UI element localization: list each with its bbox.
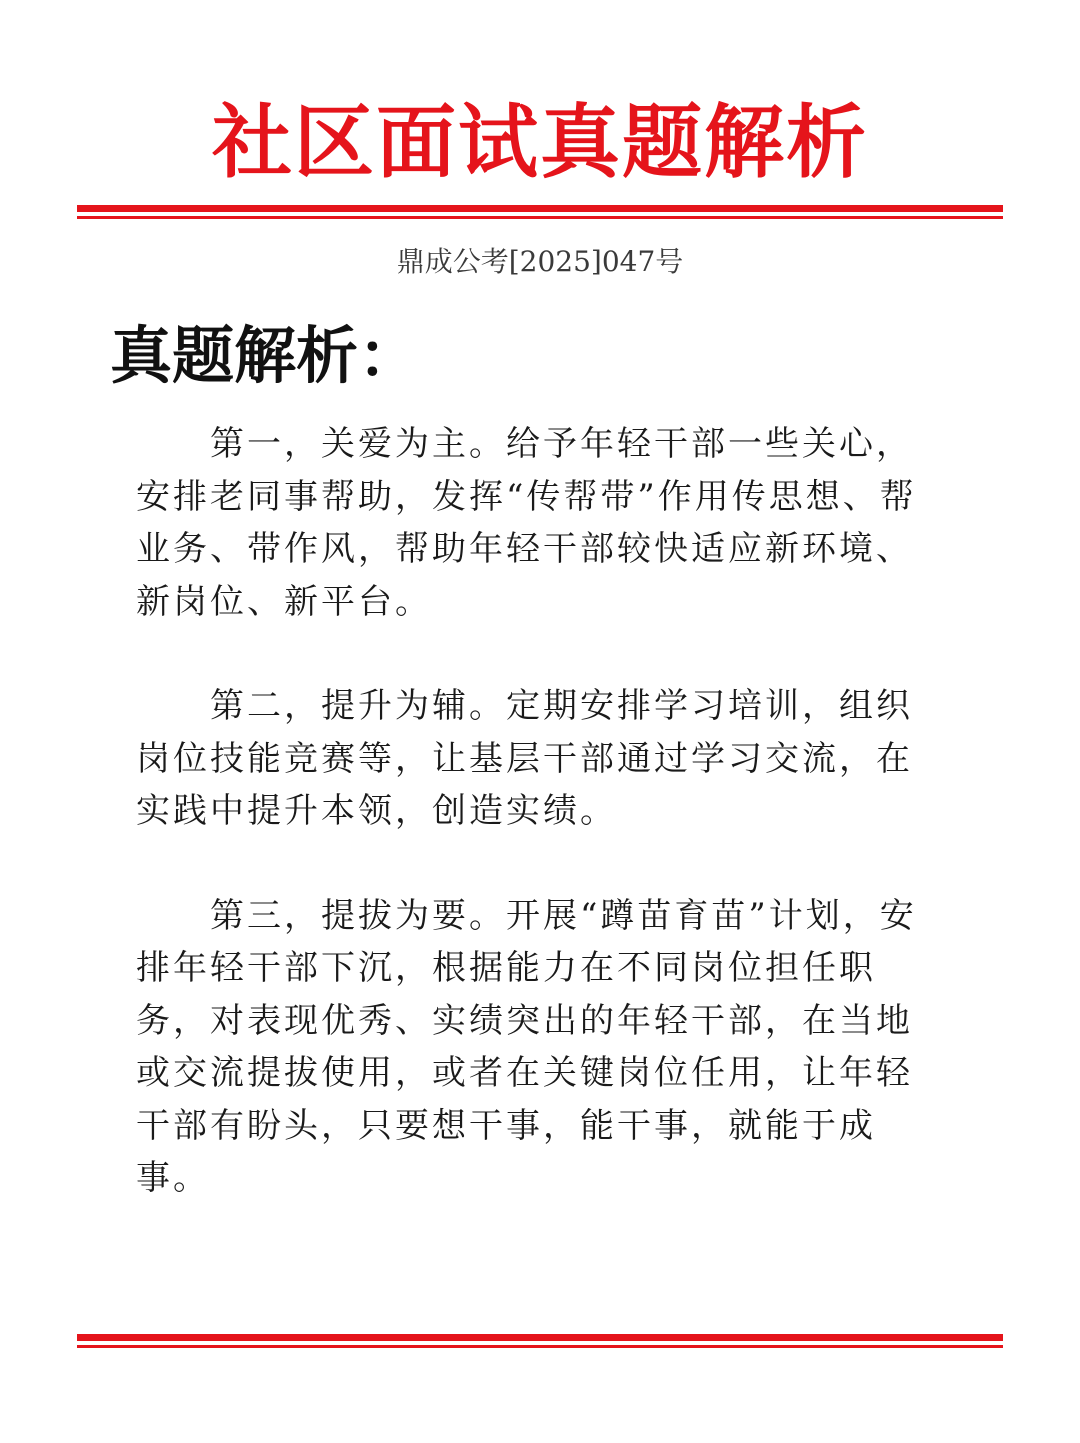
section-heading: 真题解析： [110, 319, 421, 392]
paragraph-1: 第一，关爱为主。给予年轻干部一些关心，安排老同事帮助，发挥“传帮带”作用传思想、帮业务、带作风，帮助年轻干部较快适应新环境、新岗位、新平台。 [136, 424, 917, 622]
paragraph-3: 第三，提拔为要。开展“蹲苗育苗”计划，安排年轻干部下沉，根据能力在不同岗位担任职务，对表现优秀、实绩突出的年轻干部，在当地或交流提拔使用，或者在关键岗位任用，让年轻干部有盼头，只要想干事，能干事，就能于成事。 [136, 895, 917, 1198]
paragraph-2: 第二，提升为辅。定期安排学习培训，组织岗位技能竞赛等，让基层干部通过学习交流，在实践中提升本领，创造实绩。 [136, 686, 913, 831]
header-divider [77, 205, 1003, 219]
document-body [136, 418, 936, 1257]
header-divider-thick-line [77, 205, 1003, 212]
footer-divider-thin-line [77, 1345, 1003, 1348]
document-number: 鼎成公考[2025]047号 [396, 245, 684, 278]
document-title: 社区面试真题解析 [212, 95, 868, 189]
header-divider-thin-line [77, 216, 1003, 219]
footer-divider [77, 1334, 1003, 1348]
footer-divider-thick-line [77, 1334, 1003, 1341]
